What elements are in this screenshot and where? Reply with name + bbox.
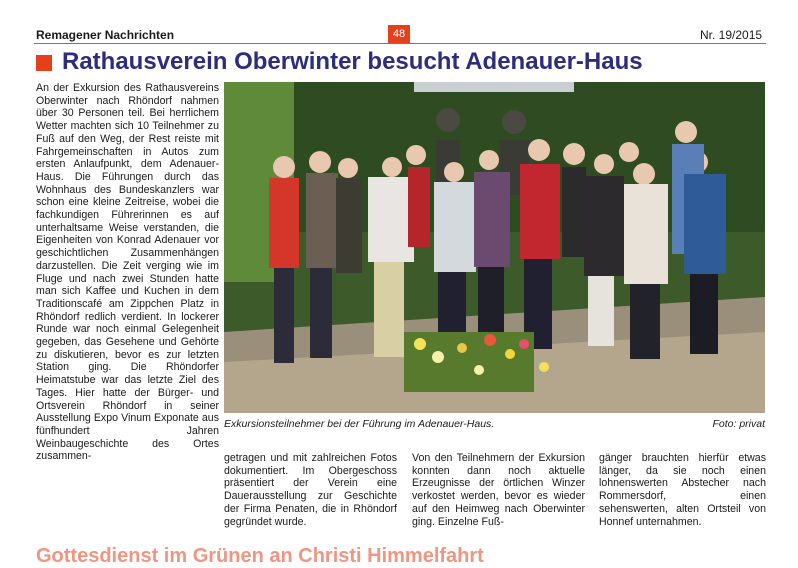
- photo-caption: Exkursionsteilnehmer bei der Führung im Adenauer-Haus.: [224, 418, 495, 430]
- issue-number: Nr. 19/2015: [700, 28, 763, 42]
- publication-name: Remagener Nachrichten: [36, 28, 175, 42]
- next-article-title-fragment: Gottesdienst im Grünen an Christi Himmelfahrt: [36, 545, 484, 567]
- title-marker-square: [36, 55, 52, 71]
- article-column-left: An der Exkursion des Rathausvereins Oberwinter nach Rhöndorf nahmen über 30 Personen teil. Bei herrlichem Wetter machten sich 10 Teilnehmer zu Fuß auf den Weg, der Rest reiste mit Fahrgemeinschaften in Autos zum ersten Anlaufpunkt, dem Adenauer-Haus. Die Führungen durch das Wohnhaus des Bundeskanzlers war schon eine kleine Zeitreise, wobei die fachkundigen Führerinnen es auf unterhaltsame Weise verstanden, die Eigenheiten von Konrad Adenauer vor geschichtlichen Zusammenhängen darzustellen. Die Zeit verging wie im Fluge und nach zwei Stunden hatte man sich Kaffee und Kuchen in dem Traditionscafé am Zippchen Platz in Rhöndorf redlich verdient. In lockerer Runde war noch einmal Gelegenheit gegeben, das Gesehene und Gehörte zu diskutieren, bevor es zur letzten Station ging. Die Rhöndorfer Heimatstube war das letzte Ziel des Tages. Hier hatte der Bürger- und Ortsverein Rhöndorf in seiner Ausstellung Expo Vinum Exponate aus fünfhundert Jahren Weinbaugeschichte des Ortes zusammen-: [36, 82, 219, 463]
- photo-caption-row: [224, 418, 765, 432]
- group-photo: [224, 82, 765, 413]
- group-photo-illustration: [224, 82, 765, 413]
- article-title: Rathausverein Oberwinter besucht Adenauer-Haus: [62, 48, 643, 75]
- article-column-4: gänger brauchten hierfür etwas länger, da sie noch einen lohnenswerten Abstecher nach Rommersdorf, einen sehenswerten, alten Ortsteil von Honnef unternahmen.: [599, 452, 766, 528]
- header-divider: [34, 43, 766, 44]
- page-number-badge: 48: [388, 25, 410, 43]
- photo-credit: Foto: privat: [712, 418, 765, 430]
- article-column-3: Von den Teilnehmern der Exkursion konnten dann noch aktuelle Erzeugnisse der örtlichen Winzer verkostet werden, bevor es wieder auf den Heimweg nach Oberwinter ging. Einzelne Fuß-: [412, 452, 585, 528]
- article-column-2: getragen und mit zahlreichen Fotos dokumentiert. Im Obergeschoss präsentiert der Verein eine Dauerausstellung zur Geschichte der Firma Penaten, die in Rhöndorf gegründet wurde.: [224, 452, 397, 528]
